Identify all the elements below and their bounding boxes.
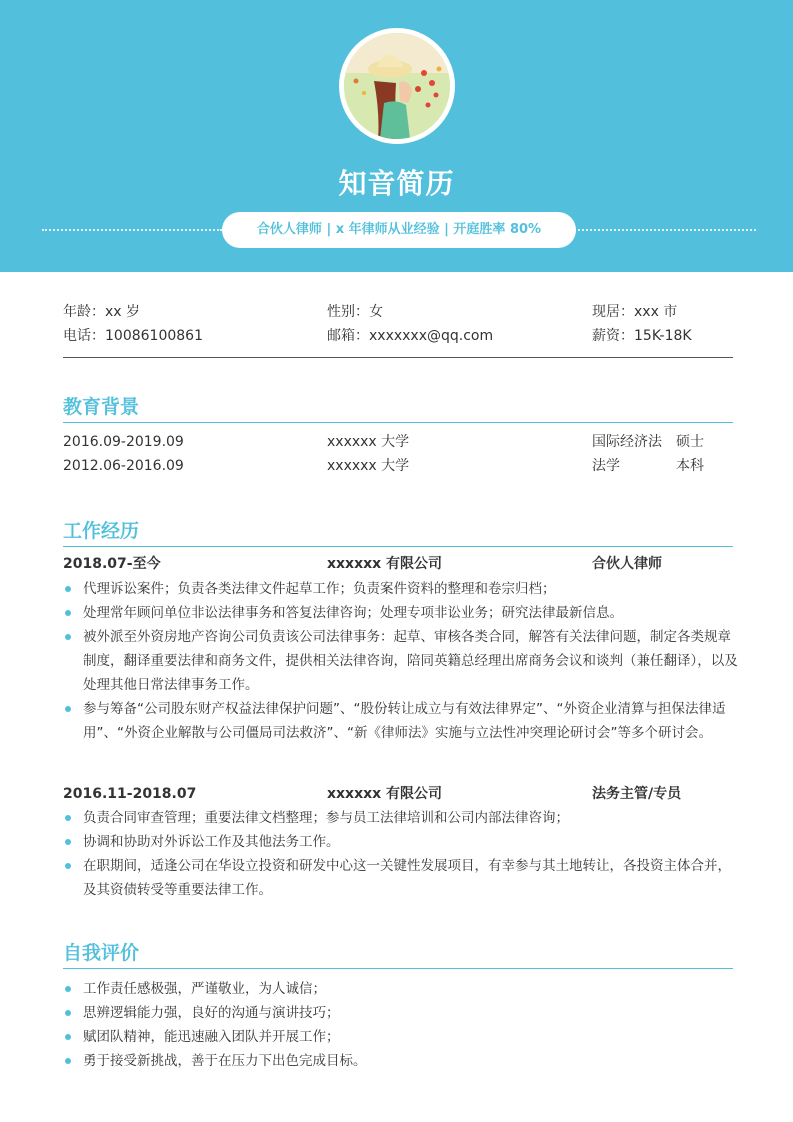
- personal-info: [63, 300, 733, 348]
- list-item-text: 工作责任感极强，严谨敬业，为人诚信；: [83, 981, 326, 997]
- list-item: [63, 697, 743, 745]
- residence-field: 现居：xxx 市: [592, 304, 678, 320]
- job-duties: [63, 577, 743, 745]
- info-row: [63, 300, 733, 324]
- bullet-dot-icon: [65, 1010, 71, 1016]
- list-item: [63, 1049, 743, 1073]
- edu-major: 法学: [592, 458, 620, 474]
- edu-major: 国际经济法: [592, 434, 662, 450]
- education-row: [63, 430, 733, 454]
- tagline-pill: 合伙人律师 | x 年律师从业经验 | 开庭胜率 80%: [222, 212, 576, 248]
- bullet-dot-icon: [65, 586, 71, 592]
- info-row: [63, 324, 733, 348]
- bullet-dot-icon: [65, 1058, 71, 1064]
- list-item-text: 代理诉讼案件；负责各类法律文件起草工作；负责案件资料的整理和卷宗归档；: [83, 581, 556, 597]
- job-date: 2018.07-至今: [63, 556, 161, 572]
- edu-date: 2016.09-2019.09: [63, 434, 184, 450]
- bullet-dot-icon: [65, 634, 71, 640]
- work-heading: 工作经历: [63, 520, 140, 542]
- job-role: 法务主管/专员: [592, 786, 682, 802]
- bullet-dot-icon: [65, 815, 71, 821]
- edu-school: xxxxxx 大学: [327, 458, 410, 474]
- avatar: [339, 28, 455, 144]
- bullet-dot-icon: [65, 610, 71, 616]
- list-item-text: 参与筹备“公司股东财产权益法律保护问题”、“股份转让成立与有效法律界定”、“外资企业清算与担保法律适用”、“外资企业解散与公司僵局司法救济”、“新《律师法》实施与立法性冲突理论研讨会”等多个研讨会。: [83, 701, 726, 741]
- list-item-text: 赋团队精神，能迅速融入团队并开展工作；: [83, 1029, 340, 1045]
- list-item-text: 思辨逻辑能力强，良好的沟通与演讲技巧；: [83, 1005, 340, 1021]
- work-divider: [63, 546, 733, 547]
- bullet-dot-icon: [65, 839, 71, 845]
- avatar-photo: [344, 33, 450, 139]
- list-item: [63, 1001, 743, 1025]
- phone-field: 电话：10086100861: [63, 328, 203, 344]
- age-field: 年龄：xx 岁: [63, 304, 141, 320]
- list-item: [63, 601, 743, 625]
- list-item-text: 勇于接受新挑战，善于在压力下出色完成目标。: [83, 1053, 367, 1069]
- self-eval-list: [63, 977, 743, 1073]
- job-date: 2016.11-2018.07: [63, 786, 197, 802]
- job-duties: [63, 806, 743, 902]
- education-divider: [63, 422, 733, 423]
- list-item: [63, 577, 743, 601]
- bullet-dot-icon: [65, 706, 71, 712]
- edu-degree: 硕士: [676, 434, 704, 450]
- info-divider: [63, 357, 733, 358]
- bullet-dot-icon: [65, 1034, 71, 1040]
- list-item: [63, 1025, 743, 1049]
- email-field: 邮箱：xxxxxxx@qq.com: [327, 328, 494, 344]
- salary-field: 薪资：15K-18K: [592, 328, 692, 344]
- list-item-text: 负责合同审查管理；重要法律文档整理；参与员工法律培训和公司内部法律咨询；: [83, 810, 569, 826]
- list-item: [63, 625, 743, 697]
- list-item-text: 协调和协助对外诉讼工作及其他法务工作。: [83, 834, 340, 850]
- dotted-divider-right: [578, 229, 756, 231]
- list-item-text: 在职期间，适逢公司在华设立投资和研发中心这一关键性发展项目，有幸参与其土地转让，各投资主体合并，及其资债转受等重要法律工作。: [83, 858, 731, 898]
- header-banner: [0, 0, 793, 272]
- self-eval-divider: [63, 968, 733, 969]
- list-item-text: 被外派至外资房地产咨询公司负责该公司法律事务：起草、审核各类合同，解答有关法律问题，制定各类规章制度，翻译重要法律和商务文件，提供相关法律咨询，陪同英籍总经理出席商务会议和谈判（兼任翻译），以及处理其他日常法律事务工作。: [83, 629, 738, 693]
- list-item: [63, 977, 743, 1001]
- bullet-dot-icon: [65, 863, 71, 869]
- job-company: xxxxxx 有限公司: [327, 786, 443, 802]
- job-header: [63, 782, 733, 806]
- education-heading: 教育背景: [63, 396, 140, 418]
- list-item: [63, 806, 743, 830]
- resume-title: 知音简历: [338, 167, 455, 200]
- job-role: 合伙人律师: [592, 556, 662, 572]
- job-company: xxxxxx 有限公司: [327, 556, 443, 572]
- education-row: [63, 454, 733, 478]
- gender-field: 性别：女: [327, 304, 383, 320]
- edu-degree: 本科: [676, 458, 704, 474]
- edu-school: xxxxxx 大学: [327, 434, 410, 450]
- list-item-text: 处理常年顾问单位非讼法律事务和答复法律咨询；处理专项非讼业务；研究法律最新信息。: [83, 605, 623, 621]
- dotted-divider-left: [42, 229, 222, 231]
- list-item: [63, 854, 743, 902]
- bullet-dot-icon: [65, 986, 71, 992]
- job-header: [63, 552, 733, 576]
- edu-date: 2012.06-2016.09: [63, 458, 184, 474]
- self-eval-heading: 自我评价: [63, 942, 140, 964]
- list-item: [63, 830, 743, 854]
